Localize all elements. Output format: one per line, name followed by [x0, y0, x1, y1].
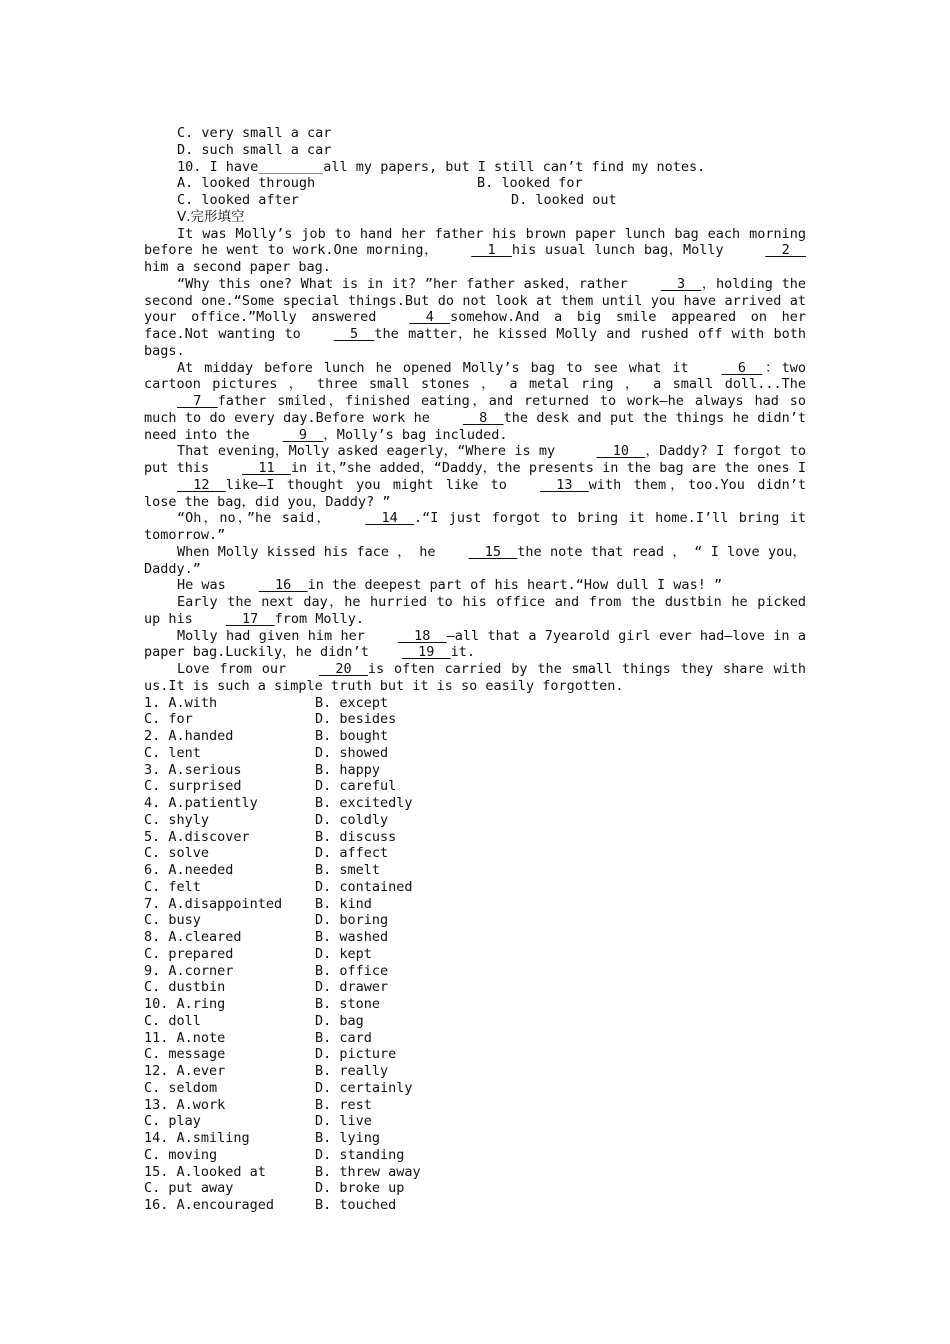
option-right: B. stone	[315, 996, 381, 1012]
option-left: 4. A.patiently	[144, 795, 258, 811]
option-left: C. surprised	[144, 778, 242, 795]
question-10-options-cd	[144, 192, 806, 209]
cloze-blank: 16	[258, 577, 308, 594]
option-right: B. card	[315, 1029, 372, 1046]
option-row	[144, 795, 806, 812]
document-page	[144, 125, 806, 1214]
option-right: B. smelt	[315, 862, 381, 878]
option-right: D. broke up	[315, 1180, 405, 1197]
option-left: C. prepared	[144, 945, 234, 962]
option-right: D. coldly	[315, 811, 389, 828]
option-right: D. standing	[315, 1146, 405, 1163]
option-left: C. for	[144, 711, 193, 728]
option-left: C. put away	[144, 1180, 234, 1197]
option-right: D. showed	[315, 744, 389, 761]
cloze-blank: 13	[539, 476, 589, 493]
option-row	[144, 778, 806, 795]
option-row	[144, 1097, 806, 1114]
question-10-options-ab	[144, 175, 806, 192]
option-left: 10. A.ring	[144, 996, 226, 1012]
option-row	[144, 1080, 806, 1097]
option-right: B. discuss	[315, 828, 397, 845]
option-left: 12. A.ever	[144, 1063, 226, 1079]
passage-paragraph: “Oh，no，”he said， 14 .“I just forgot to bring it home.I’ll bring it tomorrow.”	[144, 510, 806, 543]
option-left: C. moving	[144, 1146, 218, 1163]
cloze-blank: 9	[282, 426, 324, 443]
passage-paragraph: It was Molly’s job to hand her father his brown paper lunch bag each morning before he went to work.One morning， 1 his usual lunch bag，Molly 2 him a second paper bag.	[144, 225, 806, 275]
option-right: B. happy	[315, 761, 381, 778]
option-row	[144, 845, 806, 862]
option-left: C. message	[144, 1046, 226, 1063]
option-right: B. threw away	[315, 1163, 421, 1180]
passage-paragraph: At midday before lunch he opened Molly’s bag to see what it 6 ：two cartoon pictures ， three small stones ， a metal ring ， a small doll...The 7 father smiled，finished eating，and returned to work—he always had so much to do every day.Before work he 8 the desk and put the things he didn’t need into the 9 ，Molly’s bag included.	[144, 359, 806, 443]
option-row	[144, 912, 806, 929]
option-left: 6. A.needed	[144, 862, 234, 878]
option-row	[144, 896, 806, 913]
cloze-blank: 18	[397, 627, 447, 644]
option-right: D. picture	[315, 1046, 397, 1063]
option-left: C. dustbin	[144, 979, 226, 996]
cloze-blank: 3	[660, 275, 702, 292]
option-right: B. excitedly	[315, 795, 413, 811]
option-row	[144, 996, 806, 1013]
cloze-blank: 1	[471, 242, 512, 259]
section-title: Ⅴ.完形填空	[177, 208, 245, 225]
option-row	[144, 1147, 806, 1164]
passage-paragraph: When Molly kissed his face ， he 15 the note that read ， “ I love you，Daddy.”	[144, 543, 806, 577]
option-left: 7. A.disappointed	[144, 895, 283, 912]
cloze-blank: 19	[401, 644, 451, 661]
option-left: C. seldom	[144, 1079, 218, 1096]
option-line: C. very small a car	[177, 125, 332, 141]
option-right: B. lying	[315, 1130, 381, 1146]
cloze-blank: 12	[177, 476, 226, 493]
option-right: D. drawer	[315, 979, 389, 996]
option-right: B. washed	[315, 929, 389, 945]
option-left: 5. A.discover	[144, 828, 250, 845]
option-row	[144, 762, 806, 779]
option-row	[144, 1030, 806, 1047]
option-row	[144, 929, 806, 946]
option-right: B. touched	[315, 1197, 397, 1213]
option-left: 3. A.serious	[144, 761, 242, 778]
passage-paragraph: That evening，Molly asked eagerly，“Where is my 10 ，Daddy? I forgot to put this 11 in it，”she added，“Daddy，the presents in the bag are the ones I 12 like—I thought you might like to 13 with them，too.You didn’t lose the bag，did you，Daddy? ”	[144, 443, 807, 510]
option-left: 11. A.note	[144, 1029, 226, 1046]
option-left: C. lent	[144, 744, 201, 761]
option-right: B. kind	[315, 895, 372, 912]
option-left: C. busy	[144, 912, 201, 929]
cloze-blank: 5	[333, 326, 375, 342]
option-row	[144, 1046, 806, 1063]
cloze-blank: 4	[409, 309, 451, 326]
option-row	[144, 1063, 806, 1080]
option-c: C. looked after	[177, 192, 299, 208]
option-row	[144, 1164, 806, 1181]
passage-paragraph: Love from our 20 is often carried by the small things they share with us.It is such a simple truth but it is so easily forgotten.	[144, 661, 806, 694]
option-row	[144, 695, 806, 712]
option-b: B. looked for	[477, 175, 583, 192]
option-d: D. looked out	[511, 192, 617, 208]
option-right: D. contained	[315, 878, 413, 895]
option-right: B. office	[315, 962, 389, 979]
option-left: C. doll	[144, 1012, 201, 1029]
option-left: C. play	[144, 1113, 201, 1130]
option-left: 15. A.looked at	[144, 1163, 266, 1180]
option-line: D. such small a car	[177, 141, 332, 158]
option-left: 14. A.smiling	[144, 1130, 250, 1146]
option-left: 13. A.work	[144, 1096, 226, 1113]
option-right: D. certainly	[315, 1079, 413, 1096]
option-left: C. felt	[144, 878, 201, 895]
cloze-blank: 6	[721, 359, 763, 376]
option-row	[144, 1180, 806, 1197]
option-row	[144, 862, 806, 879]
answer-options	[144, 695, 806, 1214]
passage-paragraph: Molly had given him her 18 —all that a 7yearold girl ever had—love in a paper bag.Luckily，he didn’t 19 it.	[144, 627, 806, 661]
option-right: B. bought	[315, 728, 389, 744]
question-10: 10. I have________all my papers, but I still can’t find my notes.	[177, 158, 706, 175]
option-row	[144, 812, 806, 829]
cloze-blank: 11	[242, 460, 291, 476]
cloze-blank: 20	[319, 661, 368, 677]
cloze-blank: 17	[225, 610, 275, 627]
option-row	[144, 879, 806, 896]
option-left: 9. A.corner	[144, 962, 234, 979]
option-row	[144, 946, 806, 963]
option-left: C. solve	[144, 845, 210, 862]
option-a: A. looked through	[177, 175, 316, 192]
option-row	[144, 745, 806, 762]
cloze-blank: 8	[462, 409, 504, 426]
option-left: 1. A.with	[144, 694, 218, 711]
option-row	[144, 963, 806, 980]
option-row	[144, 1013, 806, 1030]
option-row	[144, 1197, 806, 1214]
passage-paragraph: He was 16 in the deepest part of his heart.“How dull I was! ”	[177, 577, 723, 594]
option-left: 2. A.handed	[144, 728, 234, 744]
cloze-blank: 7	[177, 393, 218, 409]
option-right: B. rest	[315, 1096, 372, 1113]
option-row	[144, 829, 806, 846]
option-right: D. live	[315, 1113, 372, 1130]
cloze-blank: 15	[468, 543, 518, 560]
option-right: D. besides	[315, 711, 397, 728]
passage-paragraph: “Why this one? What is in it? ”her father asked，rather 3 ，holding the second one.“Some special things.But do not look at them until you have arrived at your office.”Molly answered 4 somehow.And a big smile appeared on her face.Not wanting to 5 the matter，he kissed Molly and rushed off with both bags.	[144, 275, 806, 359]
option-row	[144, 1130, 806, 1147]
option-row	[144, 728, 806, 745]
option-right: D. careful	[315, 778, 397, 795]
option-right: D. boring	[315, 912, 389, 929]
cloze-blank: 10	[596, 443, 646, 460]
option-right: D. affect	[315, 845, 389, 862]
option-row	[144, 711, 806, 728]
option-right: B. except	[315, 694, 389, 711]
option-right: D. bag	[315, 1012, 364, 1029]
cloze-blank: 14	[365, 510, 415, 527]
option-left: 8. A.cleared	[144, 929, 242, 945]
cloze-passage	[144, 226, 806, 695]
option-right: B. really	[315, 1063, 389, 1079]
option-left: C. shyly	[144, 811, 210, 828]
option-left: 16. A.encouraged	[144, 1197, 275, 1213]
option-row	[144, 1113, 806, 1130]
passage-paragraph: Early the next day，he hurried to his office and from the dustbin he picked up his 17 from Molly.	[144, 594, 806, 627]
cloze-blank: 2	[765, 242, 806, 259]
option-right: D. kept	[315, 945, 372, 962]
option-row	[144, 979, 806, 996]
